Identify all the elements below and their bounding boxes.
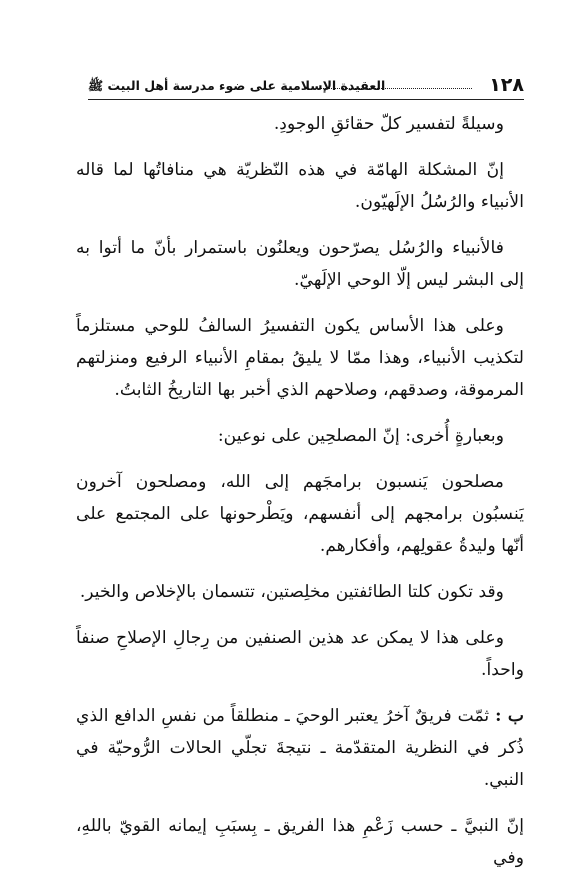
paragraph-4: وعلى هذا الأساس يكون التفسيرُ السالفُ للوحي مستلزماً لتكذيب الأنبياء، وهذا ممّا لا يليقُ بمقامِ الأنبياء الرفيع ومنزلتهم المرموقة، وصدقهم، وصلاحهم الذي أخبر بها التاريخُ الثابتُ. bbox=[76, 316, 524, 400]
running-title: العقيدة الإسلامية على ضوء مدرسة أهل البيت ﷺ bbox=[88, 78, 386, 93]
body-text bbox=[76, 108, 524, 888]
paragraph-7: وقد تكون كلتا الطائفتين مخلِصتين، تتسمان بالإخلاص والخير. bbox=[79, 582, 504, 602]
page-number: ١٢٨ bbox=[489, 74, 524, 96]
paragraph-9 bbox=[76, 700, 524, 796]
paragraph-5: وبعبارةٍ أُخرى: إنّ المصلحِين على نوعين: bbox=[217, 426, 504, 446]
paragraph-2: إنّ المشكلة الهامّة في هذه النّظريّة هي منافاتُها لما قاله الأنبياء والرُسُلُ الإلَهيّون. bbox=[76, 160, 524, 212]
paragraph-6: مصلحون يَنسبون برامجَهم إلى الله، ومصلحون آخرون يَنسبُون برامجهم إلى أنفسهم، ويَطْرحونها على المجتمع على أنّها وليدةُ عقولِهم، وأفكارهم. bbox=[76, 472, 524, 556]
paragraph-9-text: ثمّت فريقٌ آخرُ يعتبر الوحيَ ـ منطلقاً من نفسِ الدافع الذي ذُكر في النظرية المتقدّمة ـ نتيجةَ تجلّي الحالات الرُّوحيّة في النبي. bbox=[76, 706, 524, 790]
header-rule bbox=[88, 99, 524, 100]
paragraph-1: وسيلةً لتفسير كلّ حقائقِ الوجودِ. bbox=[273, 114, 504, 134]
paragraph-3: فالأنبياء والرُسُل يصرّحون ويعلنُون باستمرار بأنّ ما أتوا به إلى البشر ليس إلّا الوحي الإلَهيّ. bbox=[76, 238, 524, 290]
paragraph-8: وعلى هذا لا يمكن عد هذين الصنفين من رِجالِ الإصلاحِ صنفاً واحداً. bbox=[76, 628, 524, 680]
paragraph-10: إنّ النبيَّ ـ حسب زَعْمِ هذا الفريق ـ بِسبَبِ إيمانه القويّ باللهِ، وفي bbox=[76, 816, 524, 868]
section-label-b: ب : bbox=[495, 706, 525, 726]
page-header bbox=[88, 76, 524, 98]
